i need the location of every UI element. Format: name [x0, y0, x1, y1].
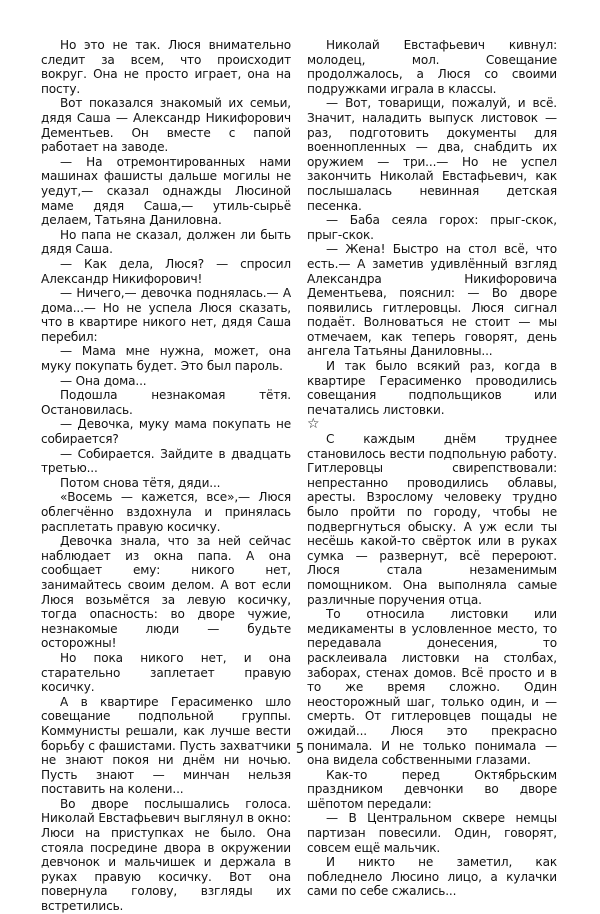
paragraph: — Мама мне нужна, может, она муку покупать будет. Это был пароль. [41, 344, 291, 374]
paragraph: Но папа не сказал, должен ли быть дядя Саша. [41, 227, 291, 257]
left-column [41, 38, 291, 914]
paragraph: Как-то перед Октябрьским праздником девчонки во дворе шёпотом передали: [307, 767, 557, 811]
paragraph: Подошла незнакомая тётя. Остановилась. [41, 388, 291, 417]
paragraph: И так было всякий раз, когда в квартире Герасименко проводились совещания подпольщиков или печатались листовки. [307, 359, 557, 417]
paragraph: — Она дома... [60, 373, 147, 388]
paragraph: Но это не так. Люся внимательно следит за всем, что происходит вокруг. Она не просто играет, она на посту. [41, 38, 291, 96]
paragraph: — Ничего,— девочка поднялась.— А дома...— Но не успела Люся сказать, что в квартире никого нет, дядя Саша перебил: [41, 286, 291, 344]
paragraph: — Жена! Быстро на стол всё, что есть.— А заметив удивлённый взгляд Александра Никифоровича Дементьева, пояснил: — Во дворе появились гитлеровцы. Люся сигнал подаёт. Волноваться не стоит — мы отмечаем, как теперь говорят, день ангела Татьяны Даниловны... [307, 242, 557, 359]
paragraph: — На отремонтированных нами машинах фашисты дальше могилы не уедут,— сказал однажды Люсиной маме дядя Саша,— утиль-сырьё делаем, Татьяна Даниловна. [41, 154, 291, 228]
paragraph: С каждым днём труднее становилось вести подпольную работу. Гитлеровцы свирепствовали: непрестанно проводились облавы, аресты. Взрослому человеку трудно было пройти по городу, чтобы не подвергнуться обыску. А уж если ты несёшь какой-то свёрток или в руках сумка — развернут, всё перероют. Люся стала незаменимым помощником. Она выполняла самые различные поручения отца. [307, 432, 557, 607]
page-number: 5 [295, 742, 305, 757]
paragraph: — В Центральном сквере немцы партизан повесили. Один, говорят, совсем ещё мальчик. [307, 811, 557, 855]
paragraph: — Баба сеяла горох: прыг-скок, прыг-скок. [307, 213, 557, 242]
paragraph: Вот показался знакомый их семьи, дядя Саша — Александр Никифорович Дементьев. Он вместе с папой работает на заводе. [41, 96, 291, 155]
paragraph: — Вот, товарищи, пожалуй, и всё. Значит, наладить выпуск листовок — раз, подготовить документы для военнопленных — два, снабдить их оружием — три...— Но не успел закончить Николай Евстафьевич, как послышалась невинная детская песенка. [307, 96, 557, 213]
paragraph: — Как дела, Люся? — спросил Александр Никифорович! [41, 256, 291, 286]
paragraph: А в квартире Герасименко шло совещание подпольной группы. Коммунисты решали, как лучше вести борьбу с фашистами. Пусть захватчики не знают покоя ни днём ни ночью. Пусть знают — минчан нельзя поставить на колени... [41, 694, 291, 797]
paragraph: То относила листовки или медикаменты в условленное место, то передавала донесения, то расклеивала листовки на столбах, заборах, стенах домов. Всё просто и в то же время сложно. Один неосторожный шаг, только один, и — смерть. От гитлеровцев пощады не ожидай... Люся это прекрасно понимала. И не только понимала — она видела собственными глазами. [307, 607, 557, 768]
paragraph: Девочка знала, что за ней сейчас наблюдает из окна папа. А она сообщает ему: никого нет, занимайтесь своим делом. А вот если Люся возьмётся за левую косичку, тогда опасность: во дворе чужие, незнакомые люди — будьте осторожны! [41, 534, 291, 651]
paragraph: И никто не заметил, как побледнело Люсино лицо, а кулачки сами по себе сжались... [307, 855, 557, 899]
paragraph: — Девочка, муку мама покупать не собирается? [41, 417, 291, 447]
paragraph: — Собирается. Зайдите в двадцать третью... [41, 446, 291, 476]
paragraph: Николай Евстафьевич кивнул: молодец, мол. Совещание продолжалось, а Люся со своими подружками играла в классы. [307, 38, 557, 96]
star-icon: ☆ [307, 416, 320, 433]
paragraph: «Восемь — кажется, все»,— Люся облегчённо вздохнула и принялась расплетать правую косичку. [41, 490, 291, 534]
paragraph: Но пока никого нет, и она старательно заплетает правую косичку. [41, 650, 291, 695]
right-column [307, 38, 557, 899]
paragraph: Потом снова тётя, дяди... [60, 475, 221, 490]
paragraph: Во дворе послышались голоса. Николай Евстафьевич выглянул в окно: Люси на приступках не было. Она стояла посредине двора в окружении девчонок и мальчишек и держала в руках правую косичку. Вот она повернула голову, взгляды их встретились. [41, 796, 291, 914]
